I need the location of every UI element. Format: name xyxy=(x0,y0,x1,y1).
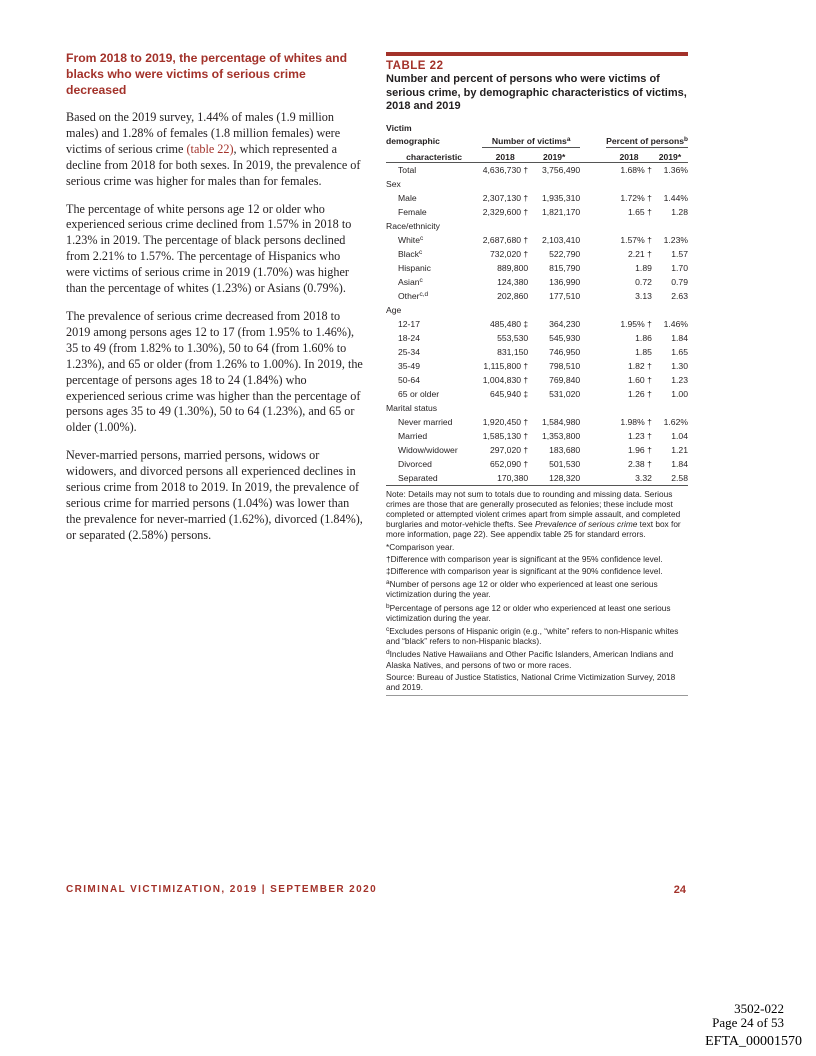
col-header-2018: 2018 xyxy=(606,147,652,162)
row-label: Female xyxy=(398,206,427,217)
article-column xyxy=(66,50,366,556)
percent-2018-cell: 3.32 xyxy=(606,471,652,486)
percent-2018-cell: 1.95% † xyxy=(620,318,652,329)
number-2018-cell: 1,004,830 † xyxy=(482,374,529,385)
number-2018-cell: 2,307,130 † xyxy=(482,192,529,203)
number-2018-cell: 831,150 xyxy=(497,346,529,357)
table-row xyxy=(386,191,688,205)
table-row xyxy=(386,205,688,219)
table-panel xyxy=(386,50,688,696)
number-2019-cell: 545,930 xyxy=(549,332,581,343)
percent-2018-cell: 1.65 † xyxy=(627,206,652,217)
percent-2018-cell: 3.13 xyxy=(635,290,652,301)
table-row xyxy=(386,443,688,457)
percent-2018-cell: 1.89 xyxy=(635,262,652,273)
row-label: White$^c$ xyxy=(398,234,424,245)
section-label: Age xyxy=(386,304,402,315)
number-2018-cell: 1,920,450 † xyxy=(482,416,529,427)
char-header: demographic xyxy=(386,136,440,146)
percent-2019-cell: 1.28 xyxy=(671,206,688,217)
victims-table xyxy=(386,119,688,486)
row-label: 65 or older xyxy=(398,388,440,399)
number-2019-cell: 128,320 xyxy=(528,471,580,486)
number-2018-cell: 652,090 † xyxy=(489,458,529,469)
number-2019-cell: 364,230 xyxy=(549,318,581,329)
footer-page-number: 24 xyxy=(673,884,686,896)
number-2019-cell: 183,680 xyxy=(549,444,581,455)
number-2018-cell: 170,380 xyxy=(482,471,528,486)
percent-2019-cell: 1.70 xyxy=(671,262,688,273)
row-label: Widow/widower xyxy=(398,444,458,455)
row-label: 50-64 xyxy=(398,374,420,385)
table-number: TABLE 22 xyxy=(386,60,444,72)
number-2018-cell: 4,636,730 † xyxy=(482,164,529,175)
number-2018-cell: 2,687,680 † xyxy=(482,234,529,245)
number-2018-cell: 202,860 xyxy=(497,290,529,301)
percent-2019-cell: 1.46% xyxy=(663,318,688,329)
percent-2018-cell: 1.86 xyxy=(635,332,652,343)
percent-2018-cell: 1.96 † xyxy=(627,444,652,455)
percent-2019-cell: 2.58 xyxy=(652,471,688,486)
number-2019-cell: 136,990 xyxy=(549,276,581,287)
paragraph-race: The percentage of white persons age 12 or older who experienced serious crime declined from 1.57% in 2018 to 1.23% in 2019. The percentage of black persons declined from 2.21% to 1.57%. The percentage of Hispanics who were victims of serious crime in 2019 (1.70%) was higher than the percentage of whites (1.23%) or Asians (0.79%). xyxy=(66,201,352,296)
row-label: Hispanic xyxy=(398,262,431,273)
table-row xyxy=(386,387,688,401)
percent-2019-cell: 1.57 xyxy=(671,248,688,259)
table-section-row xyxy=(386,303,688,317)
number-2019-cell: 501,530 xyxy=(549,458,581,469)
percent-2019-cell: 2.63 xyxy=(671,290,688,301)
char-header: characteristic xyxy=(386,147,482,162)
note-c: $^c$Excludes persons of Hispanic origin (e.g., “white” refers to non-Hispanic whites and “black” refers to non-Hispanic blacks). xyxy=(386,625,679,647)
col-header-2018: 2018 xyxy=(482,147,528,162)
table-row xyxy=(386,429,688,443)
table-row xyxy=(386,359,688,373)
table-section-row xyxy=(386,177,688,191)
row-label: Separated xyxy=(386,471,482,486)
number-2019-cell: 1,353,800 xyxy=(541,430,581,441)
section-label: Marital status xyxy=(386,402,438,413)
row-label: Married xyxy=(398,430,428,441)
row-label: Asian$^c$ xyxy=(398,276,423,287)
note-source: Source: Bureau of Justice Statistics, National Crime Victimization Survey, 2018 and 2019. xyxy=(386,671,676,692)
note-double-dagger: ‡Difference with comparison year is significant at the 90% confidence level. xyxy=(386,565,663,576)
table-row xyxy=(386,345,688,359)
number-2018-cell: 889,800 xyxy=(497,262,529,273)
table-row xyxy=(386,415,688,429)
table-row xyxy=(386,233,688,247)
percent-2019-cell: 1.84 xyxy=(671,458,688,469)
table-row xyxy=(386,457,688,471)
note-comparison: *Comparison year. xyxy=(386,541,455,552)
percent-2019-cell: 1.36% xyxy=(663,164,688,175)
table-22-link[interactable]: (table 22) xyxy=(186,141,234,156)
table-top-rule xyxy=(386,52,688,56)
table-row xyxy=(386,317,688,331)
row-label: 25-34 xyxy=(398,346,420,357)
table-title: Number and percent of persons who were victims of serious crime, by demographic characteristics of victims, 2018 and 2019 xyxy=(386,73,687,112)
note-dagger: †Difference with comparison year is significant at the 95% confidence level. xyxy=(386,553,663,564)
percent-2018-cell: 0.72 xyxy=(635,276,652,287)
number-2019-cell: 1,821,170 xyxy=(541,206,581,217)
percent-2019-cell: 1.84 xyxy=(671,332,688,343)
number-2019-cell: 177,510 xyxy=(549,290,581,301)
page-footer xyxy=(66,884,686,895)
percent-2018-cell: 2.38 † xyxy=(627,458,652,469)
row-label: 12-17 xyxy=(398,318,420,329)
number-2019-cell: 531,020 xyxy=(549,388,581,399)
percent-2018-cell: 1.72% † xyxy=(620,192,652,203)
number-2019-cell: 1,584,980 xyxy=(541,416,581,427)
percent-2019-cell: 1.00 xyxy=(671,388,688,399)
paragraph-text: Based on the 2019 survey, 1.44% of males (1.9 million males) and 1.28% of females (1.8 million females) were victims of serious crime xyxy=(66,110,341,156)
paragraph-age: The prevalence of serious crime decreased from 2018 to 2019 among persons ages 12 to 17 (from 1.95% to 1.46%), 35 to 49 (from 1.82% to 1.30%), 50 to 64 (from 1.60% to 1.23%), and 65 or older (from 1.26% to 1.00%). In 2019, the percentage of persons ages 18 to 24 (1.84%) who experienced serious crime was higher than the percentage of persons ages 35 to 49 (1.30%), 50 to 64 (1.23%), and 65 or older (1.00%). xyxy=(66,308,363,435)
row-label: Black$^c$ xyxy=(398,248,423,259)
number-2018-cell: 645,940 ‡ xyxy=(489,388,529,399)
bates-stamp xyxy=(712,1002,784,1030)
percent-2018-cell: 1.60 † xyxy=(627,374,652,385)
percent-2018-cell: 1.85 xyxy=(635,346,652,357)
percent-2018-cell: 1.23 † xyxy=(627,430,652,441)
table-notes xyxy=(386,489,688,693)
percent-2019-cell: 1.30 xyxy=(671,360,688,371)
number-2018-cell: 553,530 xyxy=(497,332,529,343)
table-section-row xyxy=(386,401,688,415)
number-2018-cell: 124,380 xyxy=(497,276,529,287)
number-2019-cell: 798,510 xyxy=(549,360,581,371)
row-label: Other$^{c,d}$ xyxy=(398,290,429,301)
stamp-doc-id: 3502-022 xyxy=(734,1001,784,1016)
table-row xyxy=(386,471,688,486)
char-header: Victim xyxy=(386,122,412,133)
note-a: $^a$Number of persons age 12 or older who experienced at least one serious victimization during the year. xyxy=(386,579,658,600)
percent-2018-cell: 1.26 † xyxy=(627,388,652,399)
paragraph-sex xyxy=(66,110,366,190)
number-2019-cell: 522,790 xyxy=(549,248,581,259)
col-header-2019: 2019* xyxy=(528,147,580,162)
percent-2019-cell: 1.21 xyxy=(671,444,688,455)
row-label: Never married xyxy=(398,416,453,427)
percent-2019-cell: 1.62% xyxy=(663,416,688,427)
percent-2018-cell: 1.57% † xyxy=(620,234,652,245)
percent-2019-cell: 1.65 xyxy=(671,346,688,357)
section-label: Sex xyxy=(386,178,401,189)
percent-2018-cell: 1.68% † xyxy=(620,164,652,175)
section-label: Race/ethnicity xyxy=(386,220,440,231)
number-2019-cell: 746,950 xyxy=(549,346,581,357)
table-row xyxy=(386,331,688,345)
number-2018-cell: 732,020 † xyxy=(489,248,529,259)
number-2018-cell: 485,480 ‡ xyxy=(489,318,529,329)
number-2018-cell: 297,020 † xyxy=(489,444,529,455)
note-b: $^b$Percentage of persons age 12 or older who experienced at least one serious victimization during the year. xyxy=(386,602,671,623)
footer-publication: CRIMINAL VICTIMIZATION, 2019 | SEPTEMBER 2020 xyxy=(66,884,378,895)
table-row xyxy=(386,289,688,303)
table-row xyxy=(386,247,688,261)
number-2019-cell: 2,103,410 xyxy=(541,234,581,245)
row-label: Divorced xyxy=(398,458,432,469)
percent-2019-cell: 1.04 xyxy=(671,430,688,441)
efta-id: EFTA_00001570 xyxy=(705,1034,802,1049)
table-section-row xyxy=(386,219,688,233)
paragraph-text: , which represented a decline from 2018 for both sexes. In 2019, the prevalence of serious crime was higher for males than for females. xyxy=(66,141,361,188)
number-group-header: Number of victims$^a$ xyxy=(482,133,580,148)
percent-2019-cell: 1.44% xyxy=(663,192,688,203)
number-2018-cell: 1,115,800 † xyxy=(483,360,529,371)
percent-group-header: Percent of persons$^b$ xyxy=(606,133,688,148)
table-row xyxy=(386,162,688,177)
number-2019-cell: 1,935,310 xyxy=(541,192,581,203)
percent-2018-cell: 1.98% † xyxy=(620,416,652,427)
number-2018-cell: 2,329,600 † xyxy=(482,206,529,217)
table-row xyxy=(386,261,688,275)
row-label: 18-24 xyxy=(398,332,420,343)
number-2018-cell: 1,585,130 † xyxy=(482,430,529,441)
number-2019-cell: 3,756,490 xyxy=(541,164,581,175)
percent-2019-cell: 0.79 xyxy=(671,276,688,287)
note-d: $^d$Includes Native Hawaiians and Other Pacific Islanders, American Indians and Alaska Natives, and persons of two or more races. xyxy=(386,649,674,670)
number-2019-cell: 769,840 xyxy=(549,374,581,385)
percent-2019-cell: 1.23% xyxy=(663,234,688,245)
percent-2018-cell: 1.82 † xyxy=(627,360,652,371)
stamp-page: Page 24 of 53 xyxy=(712,1015,784,1030)
notes-bottom-rule xyxy=(386,695,688,696)
col-header-2019: 2019* xyxy=(652,147,688,162)
note-main: Note: Details may not sum to totals due to rounding and missing data. Serious crimes are those that are generally prosecuted as felonies; these include most completed or attempted violent crimes apart from simple assault, and completed burglaries and motor-vehicle thefts. See Prevalence of serious crime text box for more information, page 22). See appendix table 25 for standard errors. xyxy=(386,488,681,540)
row-label: 35-49 xyxy=(398,360,420,371)
table-row xyxy=(386,373,688,387)
row-label: Total xyxy=(398,164,417,175)
percent-2018-cell: 2.21 † xyxy=(627,248,652,259)
table-row xyxy=(386,275,688,289)
section-heading: From 2018 to 2019, the percentage of whites and blacks who were victims of serious crime decreased xyxy=(66,51,348,97)
number-2019-cell: 815,790 xyxy=(549,262,581,273)
paragraph-marital: Never-married persons, married persons, widows or widowers, and divorced persons all experienced declines in serious crime from 2018 to 2019. In 2019, the prevalence of serious crime for married persons (1.04%) was lower than the prevalence for never-married (1.62%), divorced (1.84%), or separated (2.58%) persons. xyxy=(66,448,363,542)
percent-2019-cell: 1.23 xyxy=(671,374,688,385)
row-label: Male xyxy=(398,192,417,203)
